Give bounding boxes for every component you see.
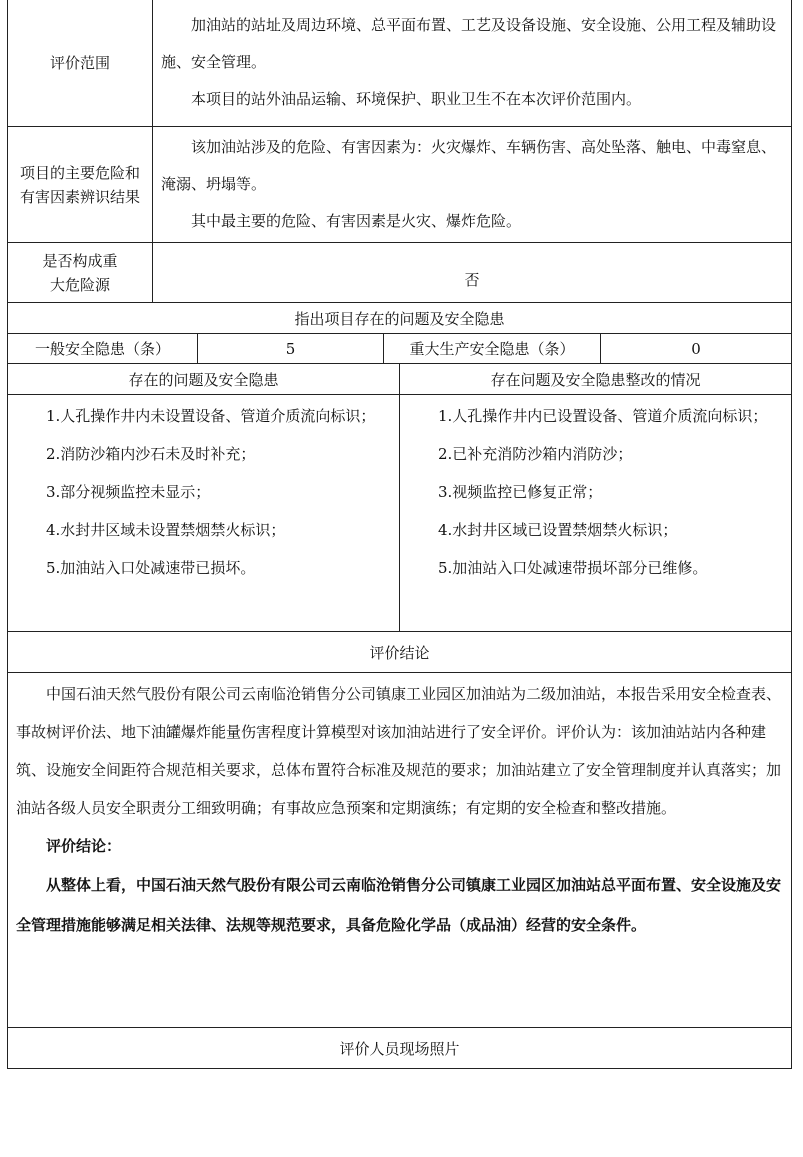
- hazards-content: [153, 127, 791, 242]
- issue-item: 3.部分视频监控未显示；: [46, 483, 211, 501]
- issue-item: 4.水封井区域未设置禁烟禁火标识；: [46, 521, 286, 539]
- issue-item: 2.消防沙箱内沙石未及时补充；: [46, 445, 256, 463]
- scope-content: [153, 0, 791, 126]
- conclusion-body: [8, 673, 791, 1027]
- hazards-paragraph-2: 其中最主要的危险、有害因素是火灾、爆炸危险。: [191, 212, 522, 230]
- conclusion-final: 从整体上看，中国石油天然气股份有限公司云南临沧销售分公司镇康工业园区加油站总平面布置、安全设施及安全管理措施能够满足相关法律、法规等规范要求，具备危险化学品（成品油）经营的安全条件。: [16, 876, 782, 934]
- rectification-item: 4.水封井区域已设置禁烟禁火标识；: [438, 521, 678, 539]
- hazards-paragraph-1: 该加油站涉及的危险、有害因素为：火灾爆炸、车辆伤害、高处坠落、触电、中毒窒息、淹溺、坍塌等。: [161, 138, 777, 193]
- issues-column-headers: [7, 364, 792, 395]
- evaluation-table: [7, 0, 792, 1069]
- issues-left-list: [8, 395, 400, 631]
- major-hazard-row: [7, 243, 792, 303]
- rectification-item: 2.已补充消防沙箱内消防沙；: [438, 445, 633, 463]
- issues-right-header: 存在问题及安全隐患整改的情况: [490, 370, 701, 389]
- major-hazard-label-count: 重大生产安全隐患（条）: [384, 334, 601, 363]
- photos-header: 评价人员现场照片: [7, 1028, 792, 1069]
- scope-row: [7, 0, 792, 127]
- scope-paragraph-2: 本项目的站外油品运输、环境保护、职业卫生不在本次评价范围内。: [191, 90, 642, 108]
- counts-row: [7, 334, 792, 364]
- conclusion-subheader: 评价结论：: [46, 837, 122, 855]
- conclusion-row: [7, 673, 792, 1028]
- issues-left-header: 存在的问题及安全隐患: [8, 364, 400, 394]
- major-hazard-value: 否: [464, 271, 480, 289]
- conclusion-text: 中国石油天然气股份有限公司云南临沧销售分公司镇康工业园区加油站为二级加油站，本报告采用安全检查表、事故树评价法、地下油罐爆炸能量伤害程度计算模型对该加油站进行了安全评价。评价认为：该加油站站内各种建筑、设施安全间距符合规范相关要求，总体布置符合标准及规范的要求；加油站建立了安全管理制度并认真落实；加油站各级人员安全职责分工细致明确；有事故应急预案和定期演练；有定期的安全检查和整改措施。: [16, 685, 782, 817]
- rectification-item: 1.人孔操作井内已设置设备、管道介质流向标识；: [438, 407, 768, 425]
- rectification-item: 3.视频监控已修复正常；: [438, 483, 603, 501]
- issues-lists-row: [7, 395, 792, 632]
- major-hazard-label: 是否构成重大危险源: [8, 243, 153, 302]
- conclusion-header: 评价结论: [7, 632, 792, 673]
- hazards-label: 项目的主要危险和有害因素辨识结果: [8, 127, 153, 242]
- issue-item: 5.加油站入口处减速带已损坏。: [46, 559, 256, 577]
- scope-paragraph-1: 加油站的站址及周边环境、总平面布置、工艺及设备设施、安全设施、公用工程及辅助设施、安全管理。: [161, 16, 777, 71]
- issues-header: 指出项目存在的问题及安全隐患: [7, 303, 792, 334]
- rectification-item: 5.加油站入口处减速带损坏部分已维修。: [438, 559, 708, 577]
- issues-right-list: [400, 395, 791, 631]
- issue-item: 1.人孔操作井内未设置设备、管道介质流向标识；: [46, 407, 376, 425]
- major-hazard-count: 0: [691, 339, 701, 358]
- scope-label: 评价范围: [8, 0, 153, 126]
- hazards-row: [7, 127, 792, 243]
- general-hazard-label: 一般安全隐患（条）: [8, 334, 198, 363]
- general-hazard-count: 5: [198, 334, 384, 363]
